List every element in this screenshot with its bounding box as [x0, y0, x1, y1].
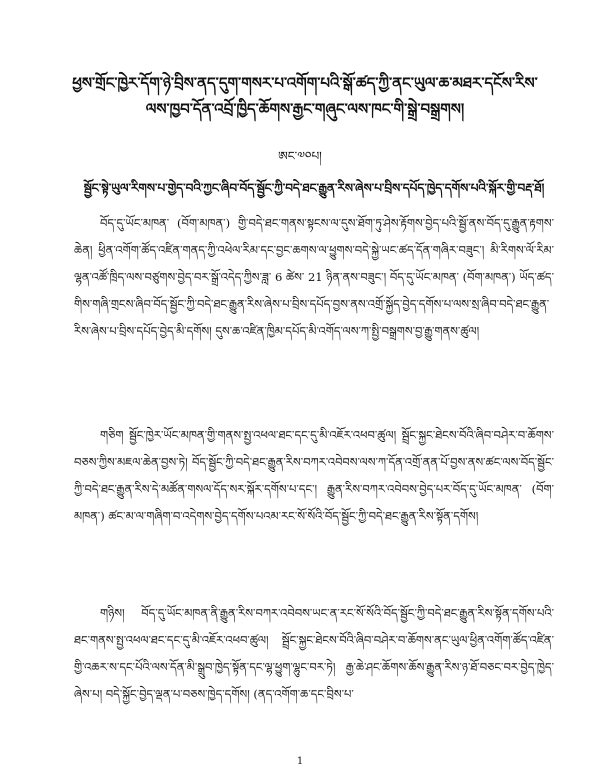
paragraph-3: གཉིས། བོད་དུ་ཡོང་མཁན་ནི་རྒྱུན་རིས་བཀར་འབེབས་ཡང་ན་རང་སོ་སོའི་བོད་སྦྱོང་ཀྱི་བདེ་ཐང་རྒྱུན་རིས་སྟོན་དགོས་པའི་ཐང་གནས་སྤྱ་འཕལ་ཐང་དང་དུ་མི་འཇོར་འཕབ་ཚུལ། སྦྲོང་སྐྱང་ཐེངས་བོའི་ཞིབ་བཤེར་བ་ཆོགས་ནང་ཡུལ་ཕྱིན་འགོག་ཚོད་འཛིན་གྱི་འཆར་ས་དང་པོའི་ལས་དོན་མི་སྒྲུབ་ཁྱེད་སྟོན་དང་ལྷ་ཕྱུག་ལྷུང་བར་ཏེ། རྒྱ་ཆེ་ཤང་ཆོགས་ཆོས་རྒྱུན་རིས་ཉ་ཐོ་བཅང་བར་བྱེད་ཁྱེད་ཞེས་པ། བདེ་སྐྱོང་བྱེད་ལྡན་པ་བཅས་ཁྱེད་དགོས། (ནད་འགོག་ཆ་དང་བྲིས་པ་	[74, 606, 554, 701]
document-number: ཨང་༧༠པ།	[278, 149, 322, 163]
notice-heading: སྦྱོང་སྟེ་ཡུལ་རིགས་པ་གྱེད་བའི་ཀྱང་ཞིབ་བོད་སྦྱོང་ཀྱི་བདེ་ཐང་རྒྱུན་རིས་ཞེས་པ་བྲིས་དཔོད་ཁྱེད་དགོས་པའི་སྐོར་གྱི་བརྡ་ཐོ།	[83, 181, 545, 195]
paragraph-1: བོད་དུ་ཡོང་མཁན་ (བོག་མཁན་) གྱི་བདེ་ཐང་གནས་སྟངས་ལ་དུས་ཐོག་ཏུ་ཤེས་རྟོགས་བྱེད་པའི་སྦྱོ་ནས་བོད་དུ་རྒྱུན་རྟགས་ཆེན། ཕྱིན་འགོག་ཚོད་འཛིན་གནད་ཀྱི་འཕེལ་རིམ་དང་བྱང་ཆགས་ལ་ཕྱུགས་བདེ་སྐྱེ་ཡང་ཚད་དོན་གཞིར་བཟུང་། མི་རིགས་ལོ་རིམ་ལྷན་འཚོ་ཁྲིད་ལས་བཙུགས་བྱེད་བར་སྒྲོ་འདེད་ཀྱིས་ཟླ་ 6 ཚེས་ 21 ཉིན་ནས་བཟུང་། བོད་དུ་ཡོང་མཁན་ (བོག་མཁན་) ཡོད་ཚད་གིས་གཞི་གྲངས་ཞིབ་བོད་སྦྱོང་ཀྱི་བདེ་ཐང་རྒྱུན་རིས་ཞེས་པ་བྲིས་དཔོད་བྱས་ནས་འགྲོ་སྐྱོད་བྱེད་དགོས་པ་ལས་སྲ་ཞིབ་བདེ་ཐང་རྒྱུན་རིས་ཞེས་པ་བྲིས་དཔོད་བྱེད་མི་དགོས། དུས་ཆ་འཛིན་ཁྱིམ་དཔོད་མི་འགོད་ལས་ཀ་སྤྱི་བསྒྲགས་བྱ་རྒྱུ་གནས་ཚུལ།	[74, 216, 554, 338]
page-number: 1	[296, 756, 304, 767]
document-title: ཕྱས་གྲོང་ཁྱེར་དོག་ཉེ་བྲིས་ནད་དུག་གསར་པ་འགོག་པའི་སྒོ་ཚད་ཀྱི་ནང་ཡུལ་ཆ་མཐར་དངོས་རིས་ལས་ཁྱབ་དོན་འབྲོ་ཁྱིད་ཆོགས་རྒྱང་གཞུང་ལས་ཁང་གི་སྒྲེ་བསྒྲགས།	[72, 74, 538, 118]
paragraph-2: གཅིག སྦྱོང་ཁྱེར་ཡོང་མཁན་གྱི་གནས་སྤྱ་འཕལ་ཐང་དང་དུ་མི་འཇོར་འཕབ་ཚུལ། སྦྲོང་སྐྱང་ཐེངས་བོའི་ཞིབ་བཤེར་བ་ཆོགས་བཅས་ཀྱིས་མཇལ་ཆེན་བྱས་ཏེ། བོད་སྦྱོང་ཀྱི་བདེ་ཐང་རྒྱུན་རིས་བཀར་འབེབས་ལས་ཀ་དོན་འགྲོ་ནན་པོ་བྱས་ནས་ཚང་ལས་བོད་སྦྱོང་ཀྱི་བདེ་ཐང་རྒྱུན་རིས་དེ་མཚོན་གསལ་དོད་སར་སྐོར་དགོས་པ་དང་། རྒྱུན་རིས་བཀར་འབེབས་བྱེད་པར་བོད་དུ་ཡོང་མཁན་ (བོག་མཁན་) ཚང་མ་ལ་གཞིག་བ་འདེགས་བྱེད་དགོས་པའམ་རང་སོ་སོའི་བོད་སྦྱོང་ཀྱི་བདེ་ཐང་རྒྱུན་རིས་སྟོན་དགོས།	[74, 428, 554, 523]
